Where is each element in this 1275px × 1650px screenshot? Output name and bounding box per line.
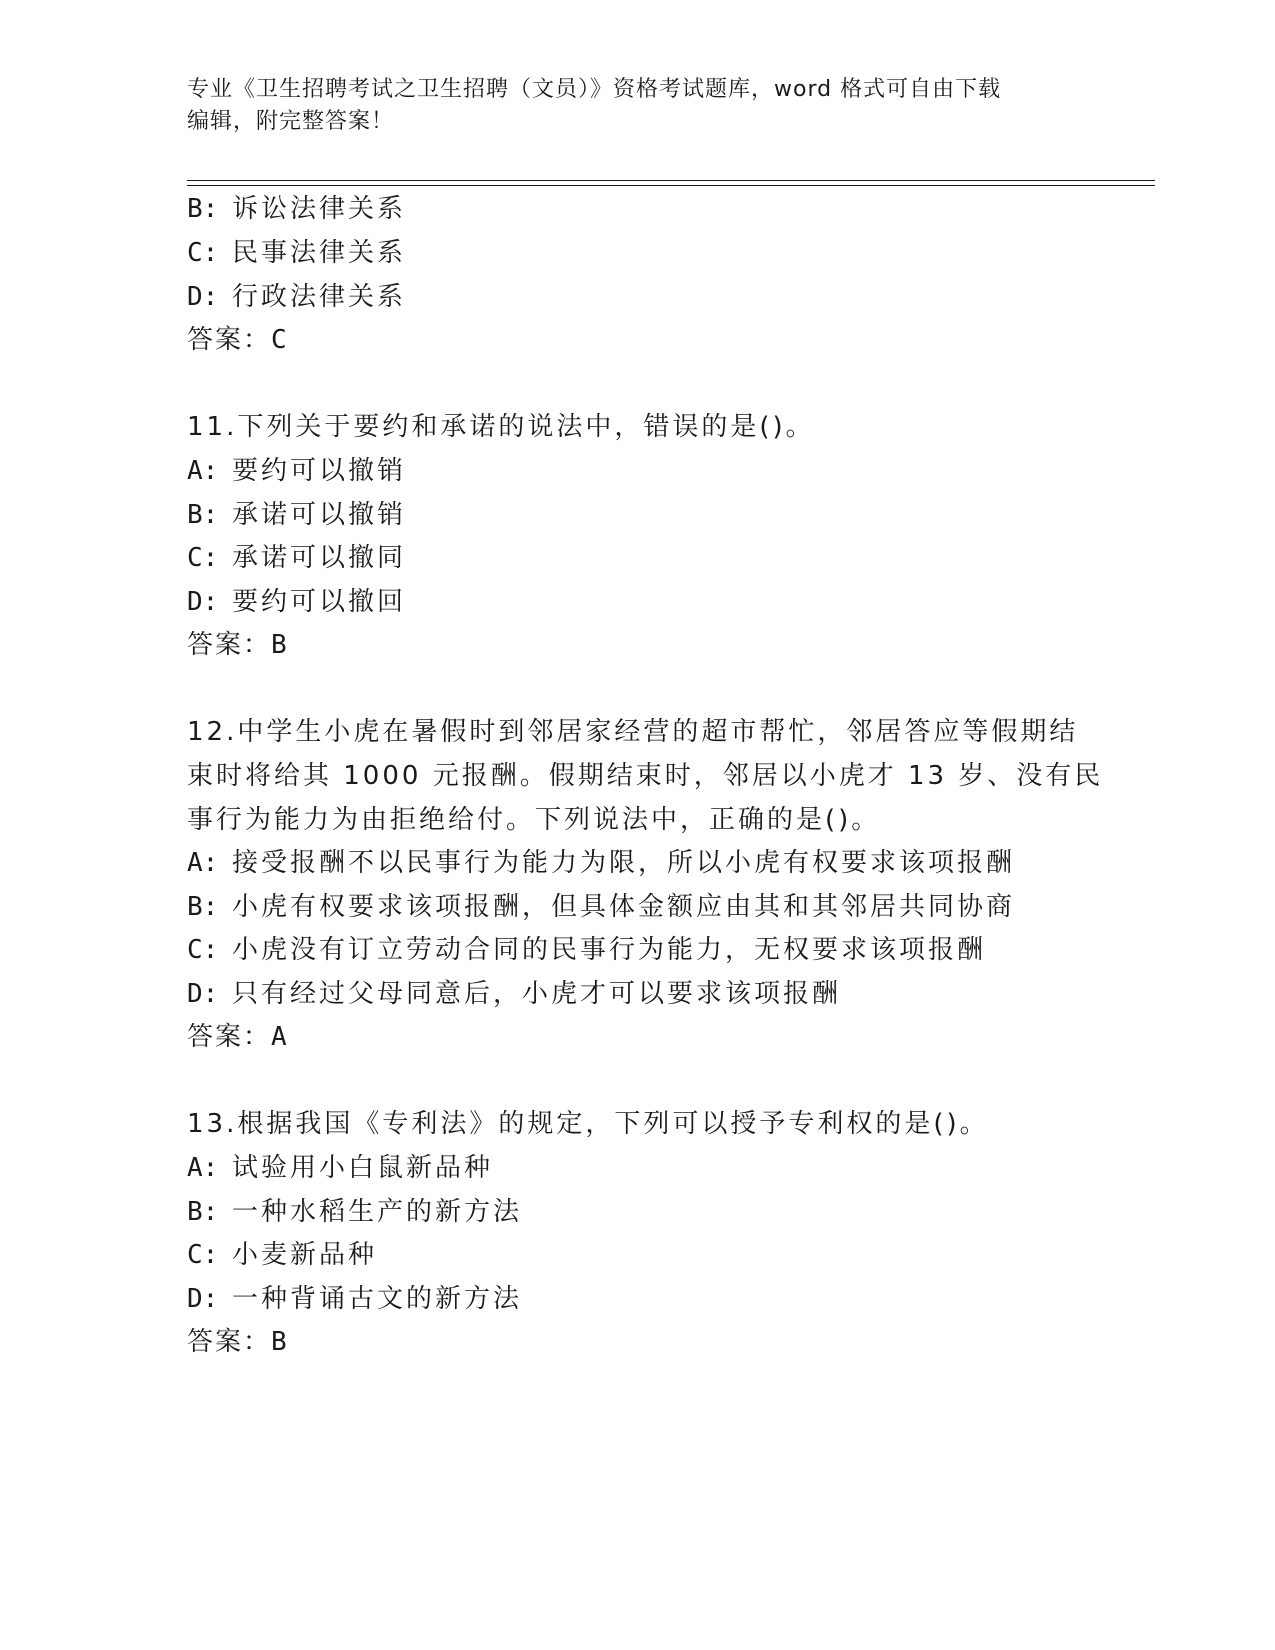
option-text: 试验用小白鼠新品种 <box>232 1153 494 1183</box>
option-text: 要约可以撤回 <box>232 587 407 617</box>
option-text: 民事法律关系 <box>232 238 407 268</box>
q12-stem-line-3: 事行为能力为由拒绝给付。下列说法中，正确的是()。 <box>187 805 881 835</box>
q12-option-c <box>187 933 986 967</box>
answer-label: 答案： <box>187 325 272 355</box>
q13-option-c <box>187 1238 377 1272</box>
option-label: B: <box>187 1197 219 1227</box>
option-text: 只有经过父母同意后，小虎才可以要求该项报酬 <box>232 979 842 1009</box>
answer-value: C <box>271 325 289 355</box>
option-text: 小虎没有订立劳动合同的民事行为能力，无权要求该项报酬 <box>232 935 987 965</box>
q12-option-b <box>187 890 1015 924</box>
option-text: 承诺可以撤同 <box>232 543 407 573</box>
q13-answer <box>187 1325 289 1359</box>
option-text: 小虎有权要求该项报酬，但具体金额应由其和其邻居共同协商 <box>232 892 1016 922</box>
option-text: 诉讼法律关系 <box>232 194 407 224</box>
q12-option-a <box>187 846 1015 880</box>
q11-answer <box>187 628 289 662</box>
answer-label: 答案： <box>187 1022 272 1052</box>
q13-option-b <box>187 1195 522 1229</box>
header-line-2: 编辑，附完整答案！ <box>187 109 395 134</box>
header-divider-bottom <box>187 185 1155 186</box>
answer-label: 答案： <box>187 1327 272 1357</box>
q10-answer <box>187 323 289 357</box>
option-text: 接受报酬不以民事行为能力为限，所以小虎有权要求该项报酬 <box>232 848 1016 878</box>
q10-option-c <box>187 236 406 270</box>
q12-option-d <box>187 977 841 1011</box>
q11-option-c <box>187 541 406 575</box>
option-label: D: <box>187 282 219 312</box>
q11-option-d <box>187 585 406 619</box>
option-label: D: <box>187 979 219 1009</box>
option-label: A: <box>187 848 219 878</box>
answer-label: 答案： <box>187 630 272 660</box>
option-label: C: <box>187 238 219 268</box>
q11-option-b <box>187 498 406 532</box>
option-text: 一种水稻生产的新方法 <box>232 1197 523 1227</box>
option-label: A: <box>187 456 219 486</box>
answer-value: B <box>271 630 289 660</box>
option-label: C: <box>187 1240 219 1270</box>
header-divider-top <box>187 180 1155 181</box>
option-label: B: <box>187 194 219 224</box>
q10-option-b <box>187 192 406 226</box>
option-label: B: <box>187 892 219 922</box>
q13-option-d <box>187 1282 522 1316</box>
option-text: 承诺可以撤销 <box>232 500 407 530</box>
option-text: 小麦新品种 <box>232 1240 378 1270</box>
option-label: B: <box>187 500 219 530</box>
option-label: D: <box>187 587 219 617</box>
option-label: C: <box>187 543 219 573</box>
option-text: 要约可以撤销 <box>232 456 407 486</box>
q11-stem: 11.下列关于要约和承诺的说法中，错误的是()。 <box>187 412 815 442</box>
option-text: 一种背诵古文的新方法 <box>232 1284 523 1314</box>
q13-option-a <box>187 1151 493 1185</box>
option-label: D: <box>187 1284 219 1314</box>
q12-stem-line-2: 束时将给其 1000 元报酬。假期结束时，邻居以小虎才 13 岁、没有民 <box>187 761 1104 791</box>
answer-value: A <box>271 1022 289 1052</box>
document-header <box>187 74 1087 138</box>
q13-stem: 13.根据我国《专利法》的规定，下列可以授予专利权的是()。 <box>187 1109 989 1139</box>
q11-option-a <box>187 454 406 488</box>
header-line-1: 专业《卫生招聘考试之卫生招聘（文员）》资格考试题库，word 格式可自由下载 <box>187 77 1002 102</box>
option-label: A: <box>187 1153 219 1183</box>
answer-value: B <box>271 1327 289 1357</box>
q10-option-d <box>187 280 406 314</box>
q12-answer <box>187 1020 289 1054</box>
option-text: 行政法律关系 <box>232 282 407 312</box>
q12-stem-line-1: 12.中学生小虎在暑假时到邻居家经营的超市帮忙，邻居答应等假期结 <box>187 717 1079 747</box>
option-label: C: <box>187 935 219 965</box>
